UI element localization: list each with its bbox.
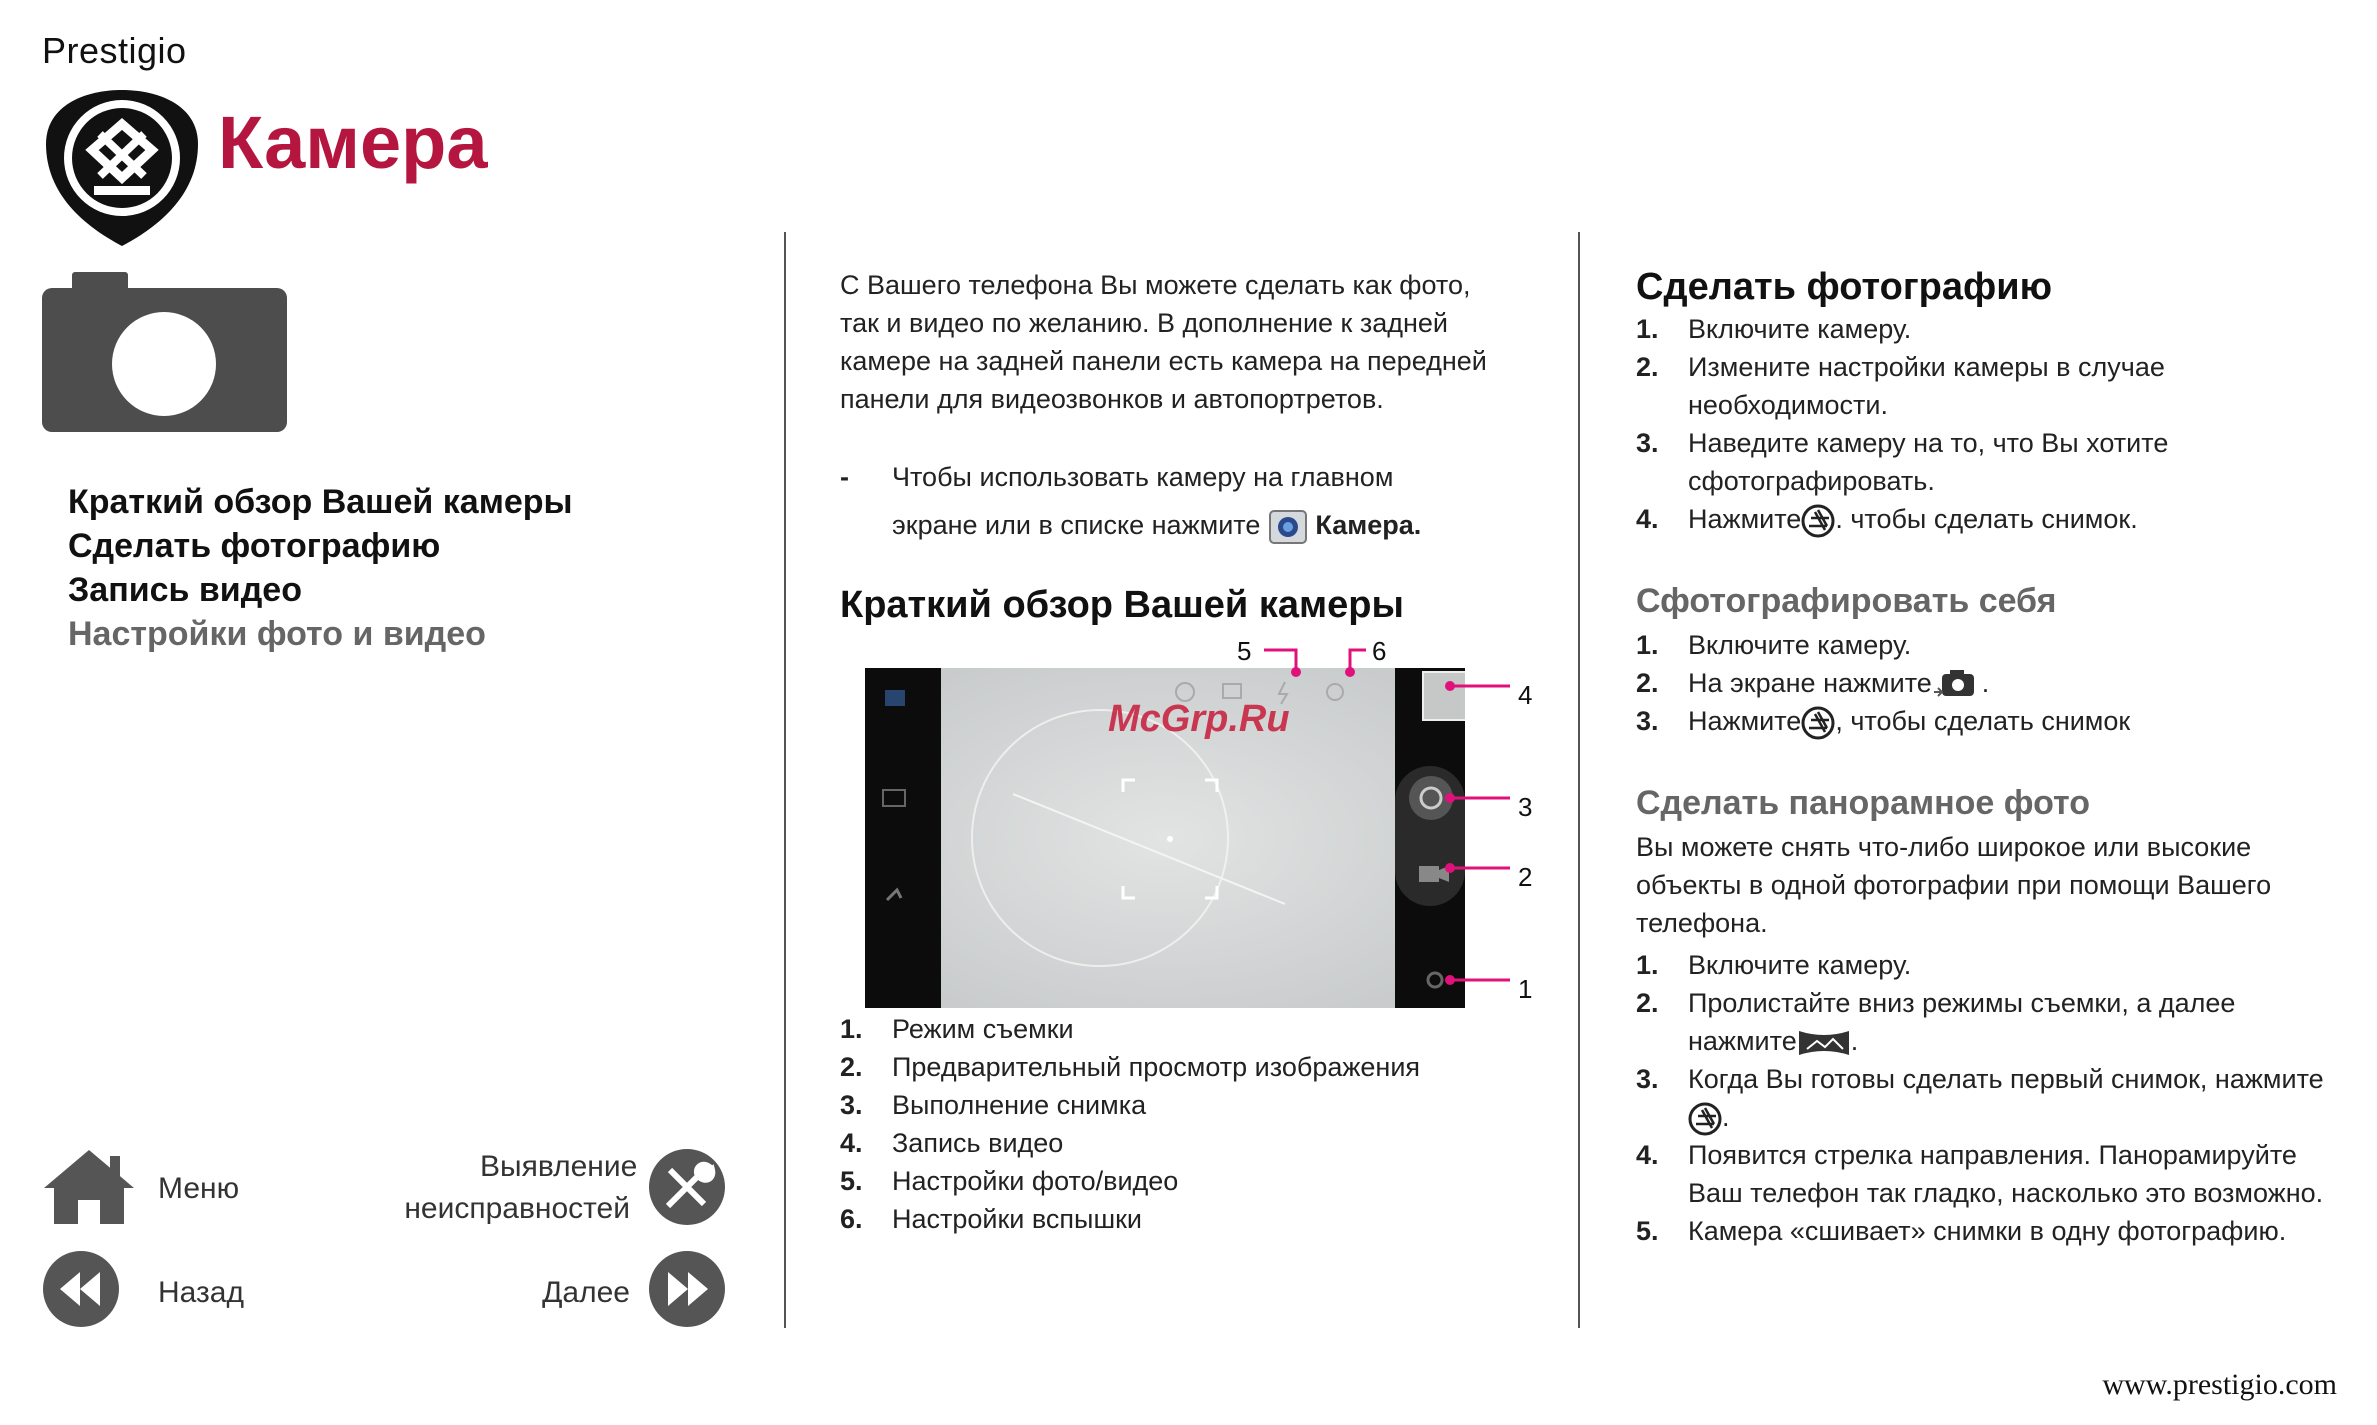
panorama-heading: Сделать панорамное фото (1636, 784, 2090, 822)
tools-icon[interactable] (648, 1148, 726, 1226)
footer-url[interactable]: www.prestigio.com (2102, 1368, 2337, 1401)
switch-camera-icon (1932, 668, 1982, 702)
list-item: 1. Режим съемки (840, 1014, 1074, 1044)
back-icon[interactable] (42, 1250, 120, 1328)
toc-item-record-video[interactable]: Запись видео (68, 571, 302, 609)
callout-4: 4 (1518, 680, 1533, 710)
back-link[interactable]: Назад (158, 1276, 244, 1309)
list-item: 6. Настройки вспышки (840, 1204, 1143, 1234)
toc-item-overview[interactable]: Краткий обзор Вашей камеры (68, 483, 573, 521)
forward-icon[interactable] (648, 1250, 726, 1328)
selfie-heading: Сфотографировать себя (1636, 582, 2057, 620)
troubleshoot-label-1[interactable]: Выявление (480, 1150, 638, 1183)
camera-icon (42, 272, 287, 432)
shutter-icon (1801, 504, 1835, 538)
list-item: 2. Предварительный просмотр изображения (840, 1052, 1421, 1082)
list-item: 4. Появится стрелка направления. Панорамируйте Ваш телефон так гладко, насколько это возможно. (1636, 1140, 2324, 1208)
list-item: 3. Когда Вы готовы сделать первый снимок, нажмите. (1636, 1060, 2326, 1136)
bullet-line-1: Чтобы использовать камеру на главном (892, 462, 1394, 492)
take-photo-steps (1636, 310, 2296, 538)
panorama-intro: Вы можете снять что-либо широкое или высокие объекты в одной фотографии при помощи Вашего телефона. (1636, 832, 2272, 938)
callout-1: 1 (1518, 974, 1533, 1004)
bullet-marker: - (840, 462, 849, 492)
callout-5: 5 (1237, 636, 1252, 666)
brand-name: Prestigio (42, 30, 187, 71)
shutter-icon (1688, 1102, 1722, 1136)
list-item: 1. Включите камеру. (1636, 630, 1912, 660)
menu-link[interactable]: Меню (158, 1172, 240, 1205)
shutter-icon (1801, 706, 1835, 740)
troubleshoot-label-2[interactable]: неисправностей (404, 1192, 630, 1225)
bullet-line-2 (892, 506, 1421, 545)
list-item: 1. Включите камеру. (1636, 314, 1912, 344)
column-divider-1 (784, 232, 786, 1328)
list-item: 3. Выполнение снимка (840, 1090, 1147, 1120)
callout-6: 6 (1372, 636, 1387, 666)
list-item: 2. Пролистайте вниз режимы съемки, а далее нажмите . (1636, 984, 2326, 1060)
list-item: 1. Включите камеру. (1636, 950, 1912, 980)
intro-paragraph: С Вашего телефона Вы можете сделать как фото, так и видео по желанию. В дополнение к задней камере на задней панели есть камера на передней панели для видеозвонков и автопортретов. (840, 270, 1487, 414)
next-link[interactable]: Далее (542, 1276, 630, 1309)
overview-list (840, 1010, 1540, 1238)
prestigio-logo-icon (40, 86, 205, 251)
table-of-contents (68, 480, 573, 656)
callout-2: 2 (1518, 862, 1533, 892)
panorama-icon (1797, 1027, 1851, 1059)
toc-item-settings[interactable]: Настройки фото и видео (68, 615, 486, 653)
callout-lines (860, 630, 1560, 1010)
list-item: 2. Измените настройки камеры в случае необходимости. (1636, 352, 2165, 420)
selfie-steps (1636, 626, 2296, 740)
camera-app-label: Камера. (1315, 510, 1422, 540)
column-divider-2 (1578, 232, 1580, 1328)
list-item: 2. На экране нажмите . (1636, 664, 2296, 702)
camera-app-icon[interactable] (1268, 509, 1308, 545)
page-title: Камера (218, 101, 488, 184)
list-item: 3. Нажмите , чтобы сделать снимок (1636, 702, 2296, 740)
callout-3: 3 (1518, 792, 1533, 822)
home-icon[interactable] (42, 1148, 136, 1226)
list-item: 5. Настройки фото/видео (840, 1166, 1179, 1196)
list-item: 4. Запись видео (840, 1128, 1064, 1158)
list-item: 3. Наведите камеру на то, что Вы хотите сфотографировать. (1636, 428, 2169, 496)
bullet-line-2-text: экране или в списке нажмите (892, 510, 1261, 540)
panorama-steps (1636, 946, 2326, 1250)
watermark: McGrp.Ru (1108, 698, 1290, 740)
take-photo-heading: Сделать фотографию (1636, 266, 2053, 308)
list-item: 4. Нажмите . чтобы сделать снимок. (1636, 500, 2296, 538)
toc-item-take-photo[interactable]: Сделать фотографию (68, 527, 441, 565)
overview-heading: Краткий обзор Вашей камеры (840, 584, 1404, 626)
list-item: 5. Камера «сшивает» снимки в одну фотографию. (1636, 1216, 2287, 1246)
